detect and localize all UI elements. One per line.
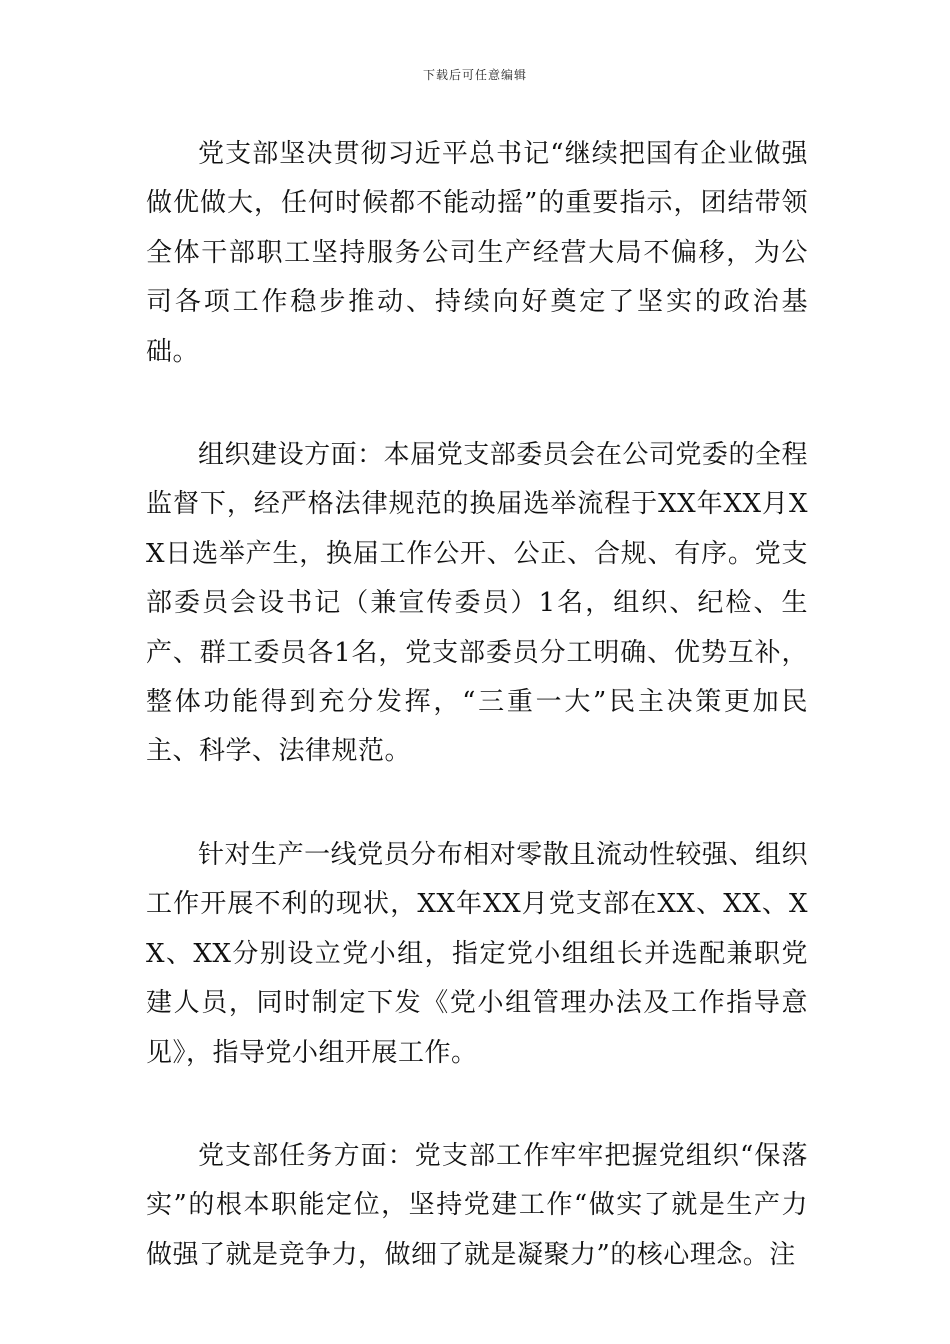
paragraph-2: 组织建设方面：本届党支部委员会在公司党委的全程监督下，经严格法律规范的换届选举流程于XX年XX月XX日选举产生，换届工作公开、公正、合规、有序。党支部委员会设书记（兼宣传委员）1名，组织、纪检、生产、群工委员各1名，党支部委员分工明确、优势互补，整体功能得到充分发挥，“三重一大”民主决策更加民主、科学、法律规范。 [146,440,808,767]
paragraph-4: 党支部任务方面：党支部工作牢牢把握党组织“保落实”的根本职能定位，坚持党建工作“做实了就是生产力做强了就是竞争力，做细了就是凝聚力”的核心理念。注 [146,1140,808,1270]
page-header-note: 下载后可任意编辑 [422,68,527,82]
paragraph-3: 针对生产一线党员分布相对零散且流动性较强、组织工作开展不利的现状，XX年XX月党支部在XX、XX、XX、XX分别设立党小组，指定党小组组长并选配兼职党建人员，同时制定下发《党小组管理办法及工作指导意见》，指导党小组开展工作。 [146,839,808,1068]
document-body [146,130,808,1334]
paragraph-1: 党支部坚决贯彻习近平总书记“继续把国有企业做强做优做大，任何时候都不能动摇”的重要指示，团结带领全体干部职工坚持服务公司生产经营大局不偏移，为公司各项工作稳步推动、持续向好奠定了坚实的政治基础。 [146,139,808,367]
